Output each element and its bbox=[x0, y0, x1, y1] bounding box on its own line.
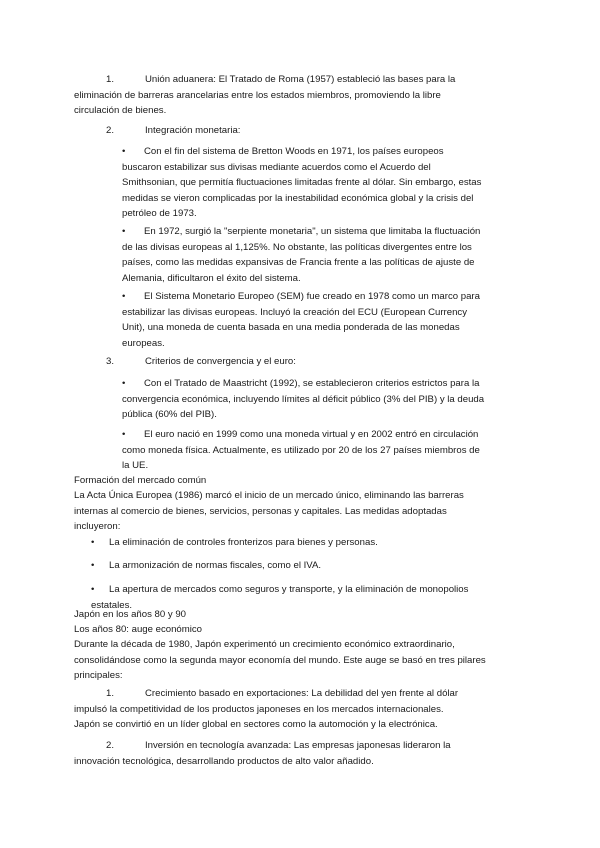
paragraph-line: La Acta Única Europea (1986) marcó el inicio de un mercado único, eliminando las barreras bbox=[74, 490, 464, 501]
bullet-text-line: medidas se vieron complicadas por la inestabilidad económica global y la crisis del bbox=[122, 192, 474, 204]
bullet-item bbox=[122, 376, 542, 423]
bullet-item bbox=[122, 224, 542, 286]
paragraph-line: Durante la década de 1980, Japón experimentó un crecimiento económico extraordinario, bbox=[74, 639, 455, 650]
bullet-text-line: La eliminación de controles fronterizos para bienes y personas. bbox=[109, 537, 378, 548]
bullet-icon: • bbox=[122, 291, 126, 302]
item-number: 2. bbox=[106, 125, 115, 136]
bullet-text-line: de las divisas europeas al 1,125%. No obstante, las políticas divergentes entre los bbox=[122, 241, 472, 253]
bullet-text-line: Unit), una moneda de cuenta basada en una media ponderada de las monedas bbox=[122, 322, 460, 333]
item-text-line: eliminación de barreras arancelarias entre los estados miembros, promoviendo la libre bbox=[74, 89, 441, 101]
bullet-text-line: estatales. bbox=[91, 599, 133, 611]
item-text-line: Japón se convirtió en un líder global en sectores como la automoción y la electrónica. bbox=[74, 719, 438, 730]
bullet-text-line: En 1972, surgió la "serpiente monetaria", un sistema que limitaba la fluctuación bbox=[144, 226, 481, 237]
item-text-line: Inversión en tecnología avanzada: Las empresas japonesas lideraron la bbox=[145, 740, 451, 751]
bullet-item bbox=[122, 144, 542, 222]
bullet-text-line: Con el fin del sistema de Bretton Woods en 1971, los países europeos bbox=[144, 146, 444, 157]
bullet-text-line: la UE. bbox=[122, 460, 149, 471]
bullet-icon: • bbox=[91, 537, 95, 548]
paragraph bbox=[74, 637, 554, 684]
item-number: 1. bbox=[106, 74, 115, 85]
item-number: 2. bbox=[106, 740, 115, 751]
numbered-item-1 bbox=[74, 72, 534, 119]
numbered-item-2 bbox=[74, 123, 534, 139]
bullet-icon: • bbox=[91, 560, 95, 571]
section-heading: Japón en los años 80 y 90 bbox=[74, 609, 187, 620]
bullet-item bbox=[91, 558, 541, 574]
bullet-text-line: países, como las medidas expansivas de Francia frente a las políticas de ajuste de bbox=[122, 257, 475, 268]
bullet-text-line: europeas. bbox=[122, 337, 165, 349]
bullet-text-line: como moneda física. Actualmente, es utilizado por 20 de los 27 países miembros de bbox=[122, 444, 480, 456]
bullet-icon: • bbox=[122, 378, 126, 389]
bullet-item bbox=[122, 289, 542, 351]
paragraph bbox=[74, 488, 544, 535]
bullet-text-line: La apertura de mercados como seguros y transporte, y la eliminación de monopolios bbox=[109, 584, 469, 595]
item-title: Integración monetaria: bbox=[145, 125, 241, 136]
numbered-item-j1 bbox=[74, 686, 544, 733]
bullet-text-line: estabilizar las divisas europeas. Incluyó la creación del ECU (European Currency bbox=[122, 306, 468, 318]
bullet-text-line: petróleo de 1973. bbox=[122, 208, 197, 219]
bullet-text-line: Alemania, dificultaron el éxito del sistema. bbox=[122, 272, 301, 284]
bullet-text-line: La armonización de normas fiscales, como el IVA. bbox=[109, 560, 322, 571]
item-title: Criterios de convergencia y el euro: bbox=[145, 356, 296, 367]
bullet-item bbox=[122, 427, 542, 474]
bullet-text-line: buscaron estabilizar sus divisas mediante acuerdos como el Acuerdo del bbox=[122, 161, 431, 173]
numbered-item-3 bbox=[74, 354, 534, 370]
bullet-text-line: pública (60% del PIB). bbox=[122, 409, 217, 420]
paragraph-line: consolidándose como la segunda mayor economía del mundo. Este auge se basó en tres pilares bbox=[74, 654, 486, 666]
bullet-item bbox=[91, 535, 541, 551]
bullet-text-line: Con el Tratado de Maastricht (1992), se establecieron criterios estrictos para la bbox=[144, 378, 480, 389]
item-text-line: Unión aduanera: El Tratado de Roma (1957) estableció las bases para la bbox=[145, 74, 456, 85]
bullet-icon: • bbox=[122, 226, 126, 237]
bullet-icon: • bbox=[91, 584, 95, 595]
item-text-line: innovación tecnológica, desarrollando productos de alto valor añadido. bbox=[74, 755, 374, 767]
bullet-icon: • bbox=[122, 146, 126, 157]
item-number: 3. bbox=[106, 356, 115, 367]
paragraph-line: principales: bbox=[74, 670, 123, 681]
item-text-line: impulsó la competitividad de los productos japoneses en los mercados internacionales. bbox=[74, 703, 444, 715]
bullet-text-line: El euro nació en 1999 como una moneda virtual y en 2002 entró en circulación bbox=[144, 429, 479, 440]
bullet-icon: • bbox=[122, 429, 126, 440]
paragraph-line: internas al comercio de bienes, servicios, personas y capitales. Las medidas adoptadas bbox=[74, 505, 447, 517]
bullet-text-line: convergencia económica, incluyendo límites al déficit público (3% del PIB) y la deuda bbox=[122, 393, 485, 405]
item-text-line: circulación de bienes. bbox=[74, 105, 167, 116]
item-text-line: Crecimiento basado en exportaciones: La debilidad del yen frente al dólar bbox=[145, 688, 459, 699]
paragraph-line: incluyeron: bbox=[74, 521, 121, 532]
bullet-text-line: El Sistema Monetario Europeo (SEM) fue creado en 1978 como un marco para bbox=[144, 291, 480, 302]
numbered-item-j2 bbox=[74, 738, 544, 769]
item-number: 1. bbox=[106, 688, 115, 699]
section-heading: Formación del mercado común bbox=[74, 475, 207, 486]
bullet-text-line: Smithsonian, que permitía fluctuaciones limitadas frente al dólar. Sin embargo, estas bbox=[122, 177, 482, 188]
subsection-heading: Los años 80: auge económico bbox=[74, 624, 203, 635]
